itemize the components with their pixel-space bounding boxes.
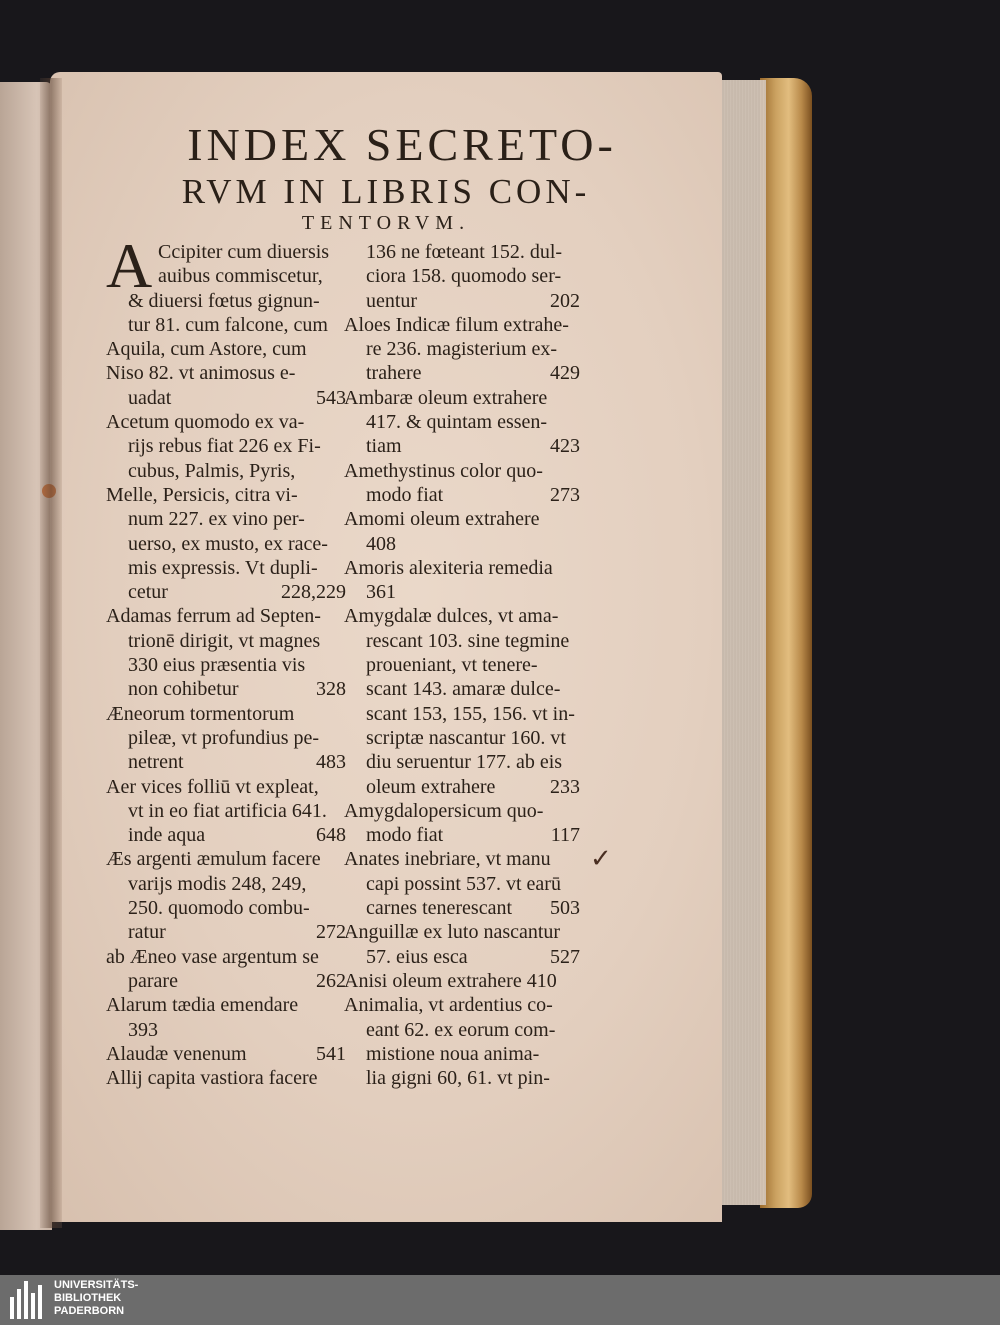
index-line: [344, 872, 580, 896]
index-line: [106, 896, 346, 920]
index-line-text: Niso 82. vt animosus e-: [106, 362, 296, 385]
index-line-text: rijs rebus fiat 226 ex Fi-: [128, 435, 321, 458]
index-line-text: Amygdalopersicum quo-: [344, 799, 544, 822]
index-line-text: diu seruentur 177. ab eis: [366, 751, 563, 774]
index-page-number: 483: [316, 751, 346, 774]
index-line: [344, 289, 580, 313]
index-line-text: Acetum quomodo ex va-: [106, 411, 305, 434]
index-line-text: Alaudæ venenum: [106, 1042, 247, 1065]
index-line: [106, 847, 346, 871]
index-title-line-2: RVM IN LIBRIS CON-: [181, 172, 591, 211]
index-title-line-3: TENTORVM.: [301, 212, 471, 234]
index-line-text: inde aqua: [128, 824, 206, 847]
book-page: [50, 72, 722, 1222]
index-line-text: 393: [128, 1018, 158, 1041]
index-line: [106, 726, 346, 750]
index-line-text: Anguillæ ex luto nascantur: [344, 921, 561, 944]
library-name-line-2: BIBLIOTHEK: [54, 1292, 122, 1304]
index-line-text: trahere: [366, 362, 422, 385]
index-line-text: trionē dirigit, vt magnes: [128, 629, 321, 652]
index-line-text: ciora 158. quomodo ser-: [366, 265, 562, 288]
index-page-number: 262: [316, 969, 346, 992]
index-line: [106, 604, 346, 628]
index-line: [106, 945, 346, 969]
index-line: [344, 677, 580, 701]
index-line-text: Animalia, vt ardentius co-: [344, 994, 553, 1017]
library-logo-text: [54, 1279, 138, 1318]
index-line-text: lia gigni 60, 61. vt pin-: [366, 1067, 550, 1090]
index-line-text: uerso, ex musto, ex race-: [128, 532, 328, 555]
index-line: [106, 677, 346, 701]
index-line-text: & diuersi fœtus gignun-: [128, 289, 320, 312]
index-line-text: scant 143. amaræ dulce-: [366, 678, 561, 701]
index-line: [106, 823, 346, 847]
index-line-text: Aquila, cum Astore, cum: [106, 338, 307, 361]
index-line-text: 417. & quintam essen-: [366, 411, 548, 434]
index-line: [106, 1066, 346, 1090]
index-line: [106, 750, 346, 774]
index-page-number: 541: [316, 1042, 346, 1065]
index-line: [106, 386, 346, 410]
index-line-text: 136 ne fœteant 152. dul-: [366, 241, 563, 263]
index-line: [344, 653, 580, 677]
index-page-number: 543: [316, 386, 346, 409]
index-line-text: Anates inebriare, vt manu: [344, 848, 551, 871]
index-page-number: 527: [550, 945, 580, 968]
index-line: [106, 410, 346, 434]
index-line-text: 408: [366, 532, 396, 555]
index-line: [344, 337, 580, 361]
index-line-text: uentur: [366, 289, 418, 312]
index-page-number: 233: [550, 775, 580, 798]
index-line: [106, 361, 346, 385]
index-line: [344, 896, 580, 920]
index-page-number: 117: [550, 824, 580, 847]
index-line-text: Amethystinus color quo-: [344, 459, 543, 482]
index-title-line-1: INDEX SECRETO-: [187, 119, 617, 170]
index-line: [344, 847, 580, 871]
index-line: [106, 313, 346, 337]
index-line: [106, 532, 346, 556]
library-footer: [0, 1275, 1000, 1325]
index-line-text: vt in eo fiat artificia 641.: [128, 799, 327, 822]
index-line: [344, 945, 580, 969]
index-line: [106, 775, 346, 799]
index-line: [344, 1066, 580, 1090]
index-line-text: 330 eius præsentia vis: [128, 654, 306, 677]
index-line: [106, 799, 346, 823]
index-line: [344, 240, 580, 264]
index-line-text: proueniant, vt tenere-: [366, 654, 538, 677]
index-line: [344, 556, 580, 580]
index-line-text: scant 153, 155, 156. vt in-: [366, 702, 575, 725]
index-line: [344, 532, 580, 556]
index-column-left: [106, 230, 346, 1090]
index-line: [344, 726, 580, 750]
index-line-text: cubus, Palmis, Pyris,: [128, 459, 296, 482]
index-line-text: Alarum tædia emendare: [106, 994, 299, 1017]
index-line-text: auibus commiscetur,: [158, 265, 323, 288]
index-line: [106, 1018, 346, 1042]
index-line-text: rescant 103. sine tegmine: [366, 629, 570, 652]
index-line-text: mis expressis. Vt dupli-: [128, 556, 318, 579]
index-column-right: [344, 240, 580, 1090]
index-page-number: 503: [550, 897, 580, 920]
index-line-text: re 236. magisterium ex-: [366, 338, 558, 361]
index-line-text: 361: [366, 581, 396, 604]
index-page-number: 202: [550, 289, 580, 312]
index-line: [106, 264, 346, 288]
index-page-number: 228,229: [281, 581, 346, 604]
index-line: [344, 459, 580, 483]
index-line-text: Adamas ferrum ad Septen-: [106, 605, 321, 628]
index-line: [344, 386, 580, 410]
index-line: [106, 629, 346, 653]
index-line: [344, 1018, 580, 1042]
index-page-number: 328: [316, 678, 346, 701]
library-logo-icon: [10, 1281, 50, 1319]
index-line: [106, 702, 346, 726]
index-line: [344, 361, 580, 385]
index-page-number: 423: [550, 435, 580, 458]
index-line: [106, 507, 346, 531]
index-line-text: cetur: [128, 581, 168, 604]
index-line-text: tiam: [366, 435, 402, 458]
index-line: [344, 1042, 580, 1066]
index-line: [106, 1042, 346, 1066]
index-line-text: mistione noua anima-: [366, 1042, 540, 1065]
index-line: [106, 289, 346, 313]
index-line-text: Allij capita vastiora facere: [106, 1067, 318, 1090]
index-line-text: Æneorum tormentorum: [106, 702, 295, 725]
index-line-text: non cohibetur: [128, 678, 239, 701]
index-line-text: uadat: [128, 386, 172, 409]
index-line-text: Anisi oleum extrahere 410: [344, 969, 557, 992]
index-line-text: 57. eius esca: [366, 945, 468, 968]
index-line-text: num 227. ex vino per-: [128, 508, 305, 531]
index-line: [344, 629, 580, 653]
index-line-text: Amomi oleum extrahere: [344, 508, 540, 531]
index-line-text: Aloes Indicæ filum extrahe-: [344, 313, 569, 336]
index-line-text: tur 81. cum falcone, cum: [128, 313, 328, 336]
index-line-text: modo fiat: [366, 483, 444, 506]
index-page-number: 429: [550, 362, 580, 385]
index-line: [106, 580, 346, 604]
book-gutter: [40, 78, 62, 1228]
index-line: [106, 459, 346, 483]
index-line: [344, 410, 580, 434]
index-line-text: Ambaræ oleum extrahere: [344, 386, 548, 409]
index-line-text: oleum extrahere: [366, 775, 496, 798]
index-line-text: Æs argenti æmulum facere: [106, 848, 321, 871]
drop-cap: A: [106, 230, 153, 301]
index-line: [344, 993, 580, 1017]
index-line-text: 250. quomodo combu-: [128, 897, 310, 920]
index-line: [106, 653, 346, 677]
index-line-text: Amygdalæ dulces, vt ama-: [344, 605, 559, 628]
index-line: [344, 483, 580, 507]
index-page-number: 272: [316, 921, 346, 944]
index-line-text: pileæ, vt profundius pe-: [128, 726, 320, 749]
index-line-text: ab Æneo vase argentum se: [106, 945, 319, 968]
index-line: [106, 920, 346, 944]
index-line-text: capi possint 537. vt earū: [366, 872, 561, 895]
index-line: [344, 702, 580, 726]
index-line-text: Melle, Persicis, citra vi-: [106, 483, 298, 506]
index-line: [344, 507, 580, 531]
index-line: [106, 872, 346, 896]
index-line-text: eant 62. ex eorum com-: [366, 1018, 556, 1041]
index-line: [344, 313, 580, 337]
index-line-text: carnes tenerescant: [366, 897, 513, 920]
index-line: [106, 993, 346, 1017]
index-page-number: 648: [316, 824, 346, 847]
index-line-text: ratur: [128, 921, 166, 944]
library-name-line-1: UNIVERSITÄTS-: [54, 1279, 139, 1291]
index-line: [106, 483, 346, 507]
index-line-text: Ccipiter cum diuersis: [158, 241, 330, 263]
index-line: [106, 337, 346, 361]
index-line-text: modo fiat: [366, 824, 444, 847]
index-line: [344, 434, 580, 458]
index-line-text: scriptæ nascantur 160. vt: [366, 726, 566, 749]
book-cover-edge: [760, 78, 812, 1208]
index-line: [344, 580, 580, 604]
index-line: [344, 604, 580, 628]
index-line-text: varijs modis 248, 249,: [128, 872, 307, 895]
index-line: [344, 823, 580, 847]
index-line-text: Amoris alexiteria remedia: [344, 556, 553, 579]
index-line: [106, 240, 346, 264]
index-line: [106, 434, 346, 458]
index-line-text: parare: [128, 969, 178, 992]
library-name-line-3: PADERBORN: [54, 1305, 125, 1317]
index-line: [344, 750, 580, 774]
index-line: [344, 775, 580, 799]
index-line: [106, 969, 346, 993]
index-line: [344, 799, 580, 823]
index-line: [344, 920, 580, 944]
index-page-number: 273: [550, 483, 580, 506]
index-line: [106, 556, 346, 580]
handwritten-mark: ✓: [590, 844, 612, 873]
index-line-text: Aer vices folliū vt expleat,: [106, 775, 319, 798]
index-line: [344, 969, 580, 993]
index-line-text: netrent: [128, 751, 184, 774]
index-line: [344, 264, 580, 288]
